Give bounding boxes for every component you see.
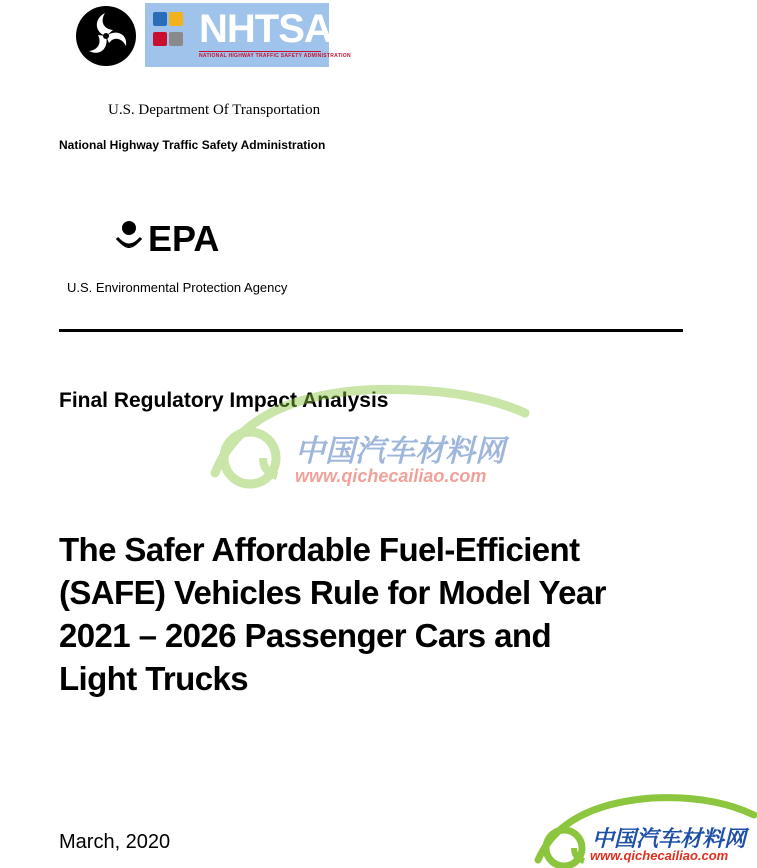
- watermark-url: www.qichecailiao.com: [590, 848, 729, 863]
- nhtsa-logo: [145, 3, 351, 67]
- watermark-text: 中国汽车材料网: [295, 435, 505, 468]
- nhtsa-agency-name: National Highway Traffic Safety Administration: [59, 138, 326, 152]
- steering-wheel-icon: [153, 12, 167, 26]
- epa-agency-name: U.S. Environmental Protection Agency: [67, 280, 288, 295]
- title-line: Light Trucks: [59, 660, 248, 697]
- epa-wordmark: EPA: [148, 218, 220, 256]
- document-date: March, 2020: [59, 831, 171, 853]
- header-divider: [59, 329, 683, 332]
- nhtsa-tagline: NATIONAL HIGHWAY TRAFFIC SAFETY ADMINISTRATION: [199, 53, 351, 59]
- watermark-url: www.qichecailiao.com: [295, 466, 487, 486]
- nhtsa-divider: [199, 51, 321, 52]
- watermark-text: 中国汽车材料网: [592, 826, 747, 851]
- dot-agency-name: U.S. Department Of Transportation: [108, 102, 321, 118]
- watermark-corner: [532, 790, 757, 868]
- watermark-center: [205, 378, 555, 498]
- epa-logo: [112, 218, 224, 256]
- document-type: Final Regulatory Impact Analysis: [59, 389, 389, 412]
- title-line: (SAFE) Vehicles Rule for Model Year: [59, 574, 606, 611]
- title-line: 2021 – 2026 Passenger Cars and: [59, 617, 552, 654]
- pedestrian-icon: [169, 12, 183, 26]
- title-line: The Safer Affordable Fuel-Efficient: [59, 531, 580, 568]
- nhtsa-wordmark: NHTSA: [199, 7, 332, 51]
- epa-flower-icon: [114, 221, 144, 248]
- star-icon: [169, 32, 183, 46]
- road-icon: [153, 32, 167, 46]
- dot-logo-icon: [73, 5, 139, 67]
- document-title: [59, 528, 699, 700]
